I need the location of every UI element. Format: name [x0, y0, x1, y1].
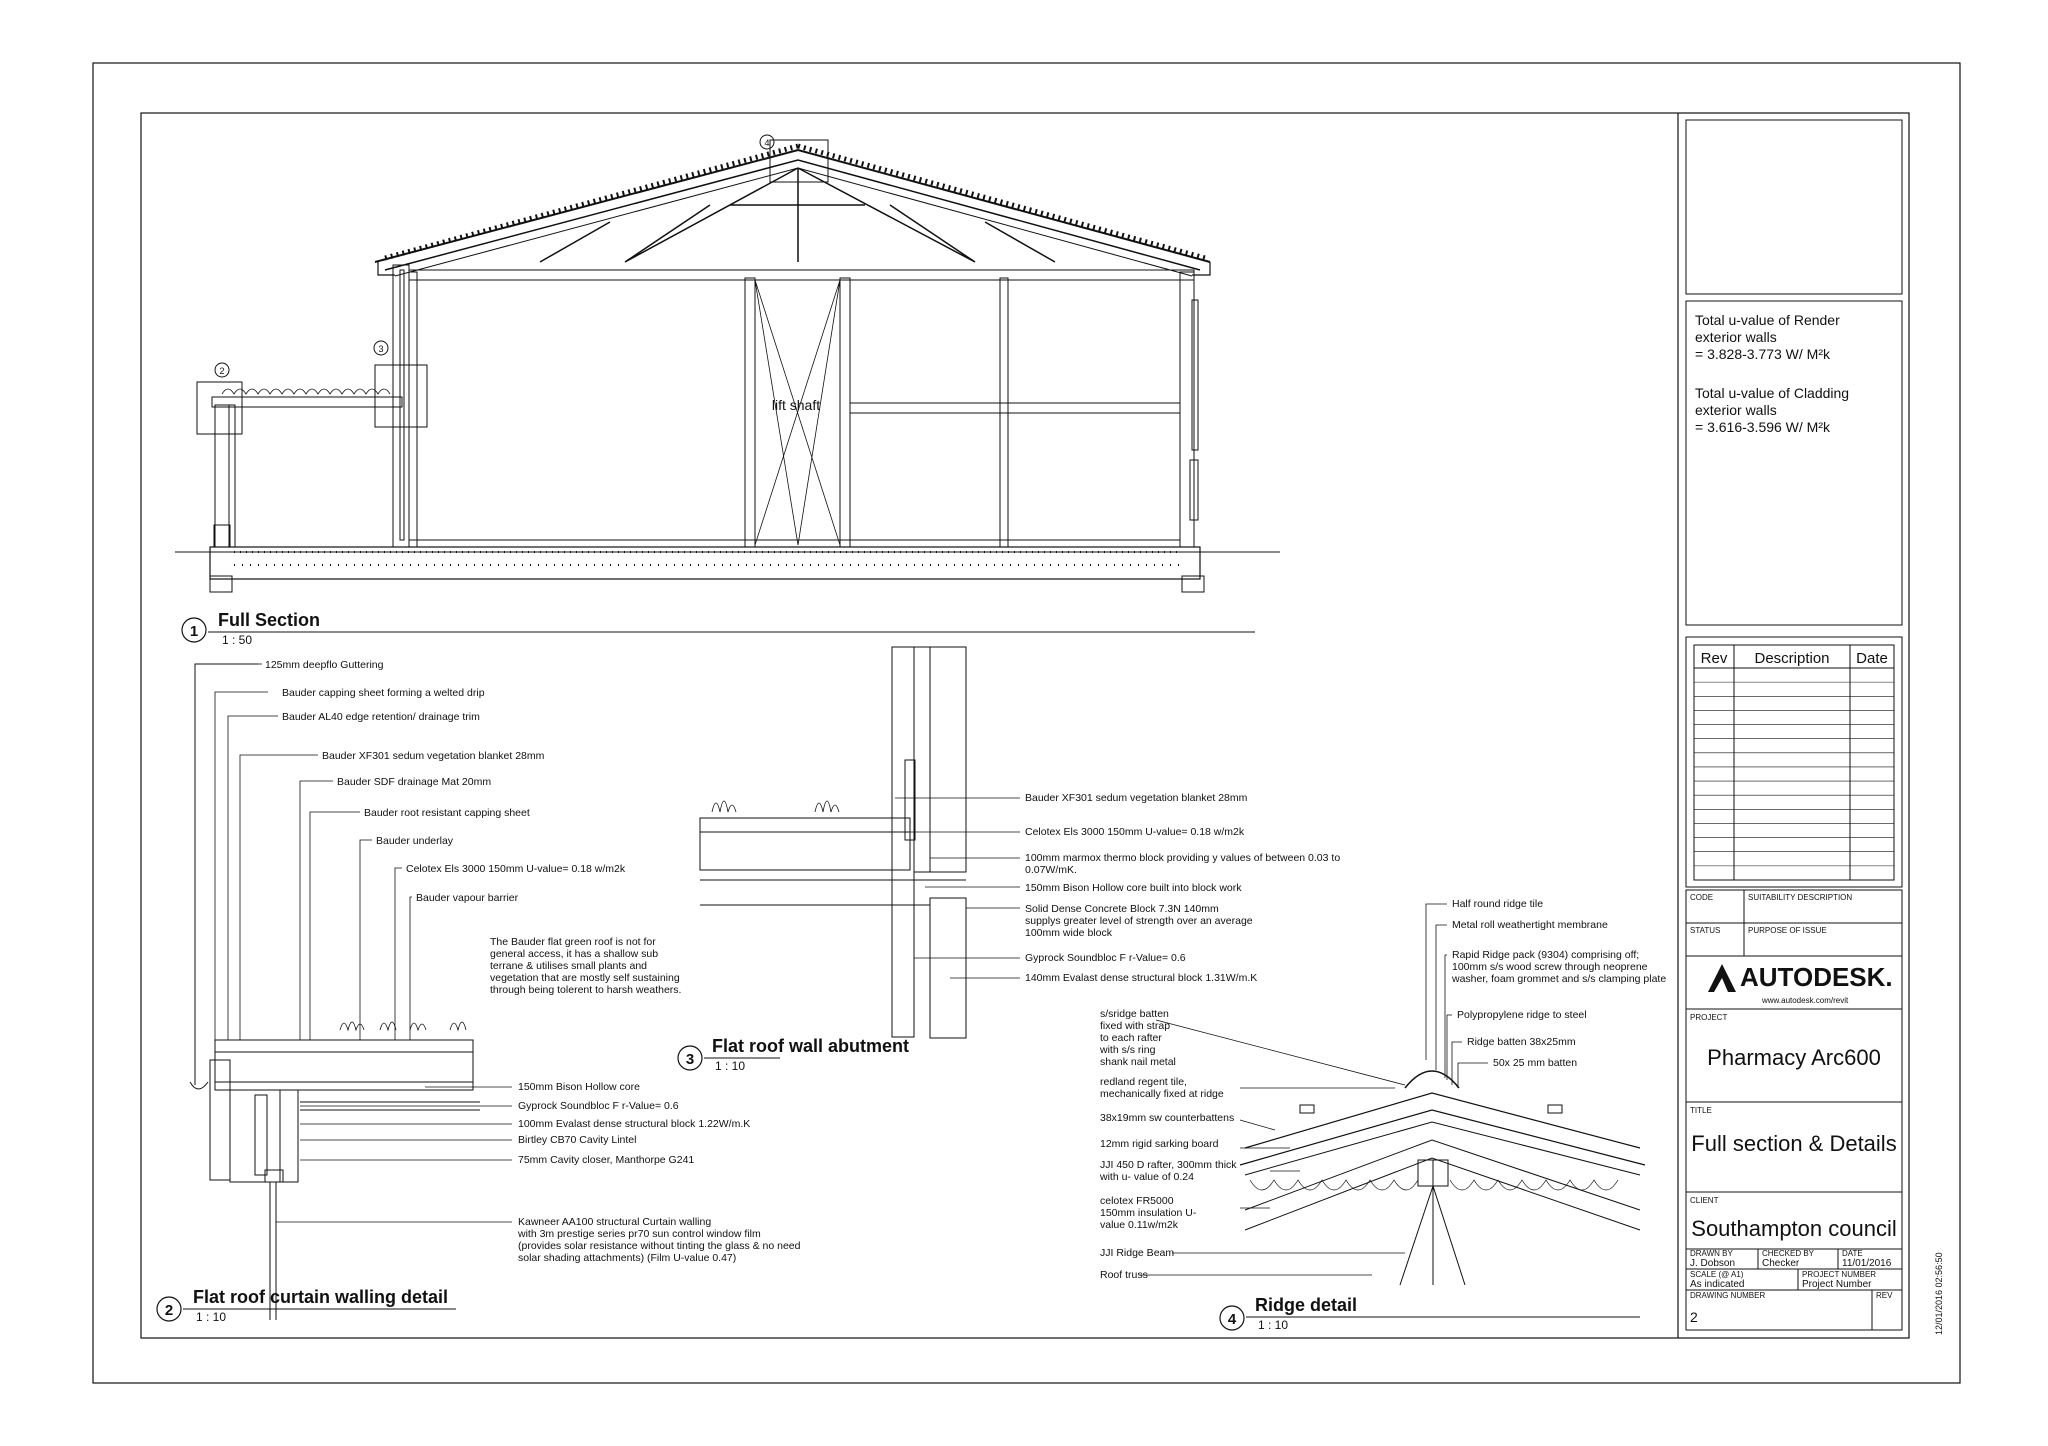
purpose-label: PURPOSE OF ISSUE: [1748, 926, 1827, 935]
note-edge-trim: Bauder AL40 edge retention/ drainage trim: [282, 711, 480, 723]
ridge-note-left: Roof truss: [1100, 1269, 1148, 1281]
note-underlay: Bauder underlay: [376, 835, 454, 847]
uvalue-notes: [1695, 312, 1849, 435]
abut-note-gyprock: Gyprock Soundbloc F r-Value= 0.6: [1025, 952, 1186, 964]
full-section-title: Full Section: [218, 610, 321, 630]
ridge-note-membrane: Metal roll weathertight membrane: [1452, 919, 1608, 931]
rev-header-date: Date: [1856, 650, 1888, 667]
ridge-note-left: value 0.11w/m2k: [1100, 1219, 1179, 1231]
ridge-note-left: 38x19mm sw counterbattens: [1100, 1112, 1235, 1124]
drawing-number-label: DRAWING NUMBER: [1690, 1291, 1766, 1300]
note-hollow-core: 150mm Bison Hollow core: [518, 1081, 640, 1093]
view-number-4: 4: [1227, 1311, 1237, 1328]
uvalue-cladding-line: Total u-value of Cladding: [1695, 385, 1850, 401]
view-number-2: 2: [164, 1302, 174, 1319]
note-celotex: Celotex Els 3000 150mm U-value= 0.18 w/m2k: [406, 863, 626, 875]
ridge-note-left: shank nail metal: [1100, 1056, 1176, 1068]
green-roof-description-line: The Bauder flat green roof is not for: [490, 936, 656, 948]
ridge-note-left: JJI 450 D rafter, 300mm thick: [1100, 1159, 1237, 1171]
status-label: STATUS: [1690, 926, 1721, 935]
abut-note-celotex: Celotex Els 3000 150mm U-value= 0.18 w/m2k: [1025, 826, 1245, 838]
lift-shaft-label: lift shaft: [771, 397, 821, 413]
ridge-note-ridge-batten: Ridge batten 38x25mm: [1467, 1036, 1576, 1048]
ridge-note-left: 12mm rigid sarking board: [1100, 1138, 1219, 1150]
code-label: CODE: [1690, 893, 1714, 902]
ridge-note-polypropylene: Polypropylene ridge to steel: [1457, 1009, 1587, 1021]
sheet-title: Full section & Details: [1691, 1131, 1897, 1156]
date-value: 11/01/2016: [1842, 1258, 1892, 1269]
note-guttering: 125mm deepflo Guttering: [265, 659, 384, 671]
abut-note-dense-block-cont: 100mm wide block: [1025, 927, 1112, 939]
note-curtain-walling: (provides solar resistance without tinting the glass & no need: [518, 1240, 801, 1252]
abut-note-sedum: Bauder XF301 sedum vegetation blanket 28mm: [1025, 792, 1248, 804]
note-evalast-block: 100mm Evalast dense structural block 1.22W/m.K: [518, 1118, 751, 1130]
ridge-note-left: s/sridge batten: [1100, 1008, 1169, 1020]
full-section-drawing: [175, 140, 1280, 592]
note-cavity-closer: 75mm Cavity closer, Manthorpe G241: [518, 1154, 695, 1166]
client-name: Southampton council: [1691, 1216, 1897, 1241]
abut-note-evalast: 140mm Evalast dense structural block 1.31W/m.K: [1025, 972, 1258, 984]
abut-note-dense-block-cont: supplys greater level of strength over an average: [1025, 915, 1253, 927]
project-name: Pharmacy Arc600: [1707, 1045, 1881, 1070]
full-section-scale: 1 : 50: [222, 633, 253, 647]
note-drainage-mat: Bauder SDF drainage Mat 20mm: [337, 776, 492, 788]
logo-box: [1686, 120, 1902, 294]
client-label: CLIENT: [1690, 1196, 1719, 1205]
scale-value: As indicated: [1690, 1279, 1745, 1290]
ridge-note-batten: 50x 25 mm batten: [1493, 1057, 1578, 1069]
green-roof-description-line: vegetation that are mostly self sustaining: [490, 972, 680, 984]
note-lintel: Birtley CB70 Cavity Lintel: [518, 1134, 637, 1146]
ridge-note-left: 150mm insulation U-: [1100, 1207, 1197, 1219]
wall-abutment-notes: [1025, 792, 1340, 984]
callout-2: 2: [219, 366, 225, 376]
note-sedum: Bauder XF301 sedum vegetation blanket 28mm: [322, 750, 545, 762]
note-root-resistant: Bauder root resistant capping sheet: [364, 807, 530, 819]
scale-label: SCALE (@ A1): [1690, 1270, 1744, 1279]
green-roof-description-line: terrane & utilises small plants and: [490, 960, 647, 972]
ridge-title: Ridge detail: [1255, 1295, 1358, 1315]
ridge-note-ridge-pack: Rapid Ridge pack (9304) comprising off;: [1452, 949, 1640, 961]
uvalue-render-value: = 3.828-3.773 W/ M²k: [1695, 346, 1831, 362]
curtain-wall-scale: 1 : 10: [196, 1310, 227, 1324]
wall-abutment-scale: 1 : 10: [715, 1059, 746, 1073]
drawing-number-value: 2: [1690, 1309, 1698, 1325]
ridge-note-ridge-pack-cont: 100mm s/s wood screw through neoprene: [1452, 961, 1648, 973]
abut-note-marmox: 100mm marmox thermo block providing y values of between 0.03 to: [1025, 852, 1341, 864]
checked-by-value: Checker: [1762, 1258, 1800, 1269]
note-curtain-walling: Kawneer AA100 structural Curtain walling: [518, 1216, 712, 1228]
view-number-1: 1: [189, 623, 199, 640]
uvalue-cladding-line: exterior walls: [1695, 402, 1777, 418]
ridge-note-left: with s/s ring: [1100, 1044, 1156, 1056]
view-number-3: 3: [685, 1051, 695, 1068]
curtain-wall-title: Flat roof curtain walling detail: [193, 1287, 449, 1307]
ridge-note-ridge-tile: Half round ridge tile: [1452, 898, 1544, 910]
drawn-by-label: DRAWN BY: [1690, 1249, 1733, 1258]
ridge-left-notes: [1099, 1008, 1237, 1281]
ridge-note-left: JJI Ridge Beam: [1100, 1247, 1175, 1259]
date-label: DATE: [1842, 1249, 1863, 1258]
green-roof-description-line: through being tolerent to harsh weathers.: [490, 984, 682, 996]
note-curtain-walling: solar shading attachments) (Film U-value 0.47): [518, 1252, 737, 1264]
uvalue-render-line: exterior walls: [1695, 329, 1777, 345]
rev-header-rev: Rev: [1700, 650, 1728, 667]
ridge-scale: 1 : 10: [1258, 1318, 1289, 1332]
callout-3: 3: [378, 344, 384, 354]
inner-border: [141, 113, 1909, 1338]
callout-4: 4: [764, 138, 770, 148]
ridge-note-left: with u- value of 0.24: [1100, 1171, 1194, 1183]
ridge-right-notes: [1451, 898, 1666, 1069]
plot-timestamp: 12/01/2016 02:56:50: [1934, 1252, 1944, 1335]
autodesk-url: www.autodesk.com/revit: [1762, 996, 1849, 1005]
note-curtain-walling: with 3m prestige series pr70 sun control window film: [518, 1228, 761, 1240]
uvalue-cladding-value: = 3.616-3.596 W/ M²k: [1695, 419, 1831, 435]
ridge-note-left: redland regent tile,: [1100, 1076, 1187, 1088]
uvalue-render-line: Total u-value of Render: [1695, 312, 1840, 328]
rev-label: REV: [1876, 1291, 1893, 1300]
abut-note-dense-block: Solid Dense Concrete Block 7.3N 140mm: [1025, 903, 1219, 915]
note-capping-sheet: Bauder capping sheet forming a welted drip: [282, 687, 485, 699]
ridge-note-left: celotex FR5000: [1100, 1195, 1174, 1207]
autodesk-logo-icon: [1708, 964, 1736, 992]
revision-table: [1686, 637, 1902, 887]
ridge-note-left: fixed with strap: [1100, 1020, 1171, 1032]
title-label: TITLE: [1690, 1106, 1712, 1115]
rev-header-description: Description: [1754, 650, 1830, 667]
wall-abutment-title: Flat roof wall abutment: [712, 1036, 910, 1056]
curtain-wall-notes: [265, 659, 801, 1264]
project-number-label: PROJECT NUMBER: [1802, 1270, 1877, 1279]
ridge-note-left: to each rafter: [1100, 1032, 1162, 1044]
note-vapour-barrier: Bauder vapour barrier: [416, 892, 519, 904]
abut-note-marmox-cont: 0.07W/mK.: [1025, 864, 1077, 876]
autodesk-brand: AUTODESK.: [1740, 962, 1893, 992]
checked-by-label: CHECKED BY: [1762, 1249, 1815, 1258]
ridge-note-ridge-pack-cont: washer, foam grommet and s/s clamping plate: [1452, 973, 1667, 985]
note-gyprock: Gyprock Soundbloc F r-Value= 0.6: [518, 1100, 679, 1112]
outer-border: [93, 63, 1960, 1383]
suitability-label: SUITABILITY DESCRIPTION: [1748, 893, 1853, 902]
project-number-value: Project Number: [1802, 1279, 1872, 1290]
project-label: PROJECT: [1690, 1013, 1728, 1022]
title-block: [1686, 890, 1902, 1330]
curtain-wall-leaders: [215, 664, 512, 1222]
abut-note-hollow-core: 150mm Bison Hollow core built into block work: [1025, 882, 1242, 894]
ridge-note-left: mechanically fixed at ridge: [1100, 1088, 1224, 1100]
wall-abutment-drawing: [700, 647, 966, 1038]
green-roof-description-line: general access, it has a shallow sub: [490, 948, 659, 960]
drawn-by-value: J. Dobson: [1690, 1258, 1736, 1269]
